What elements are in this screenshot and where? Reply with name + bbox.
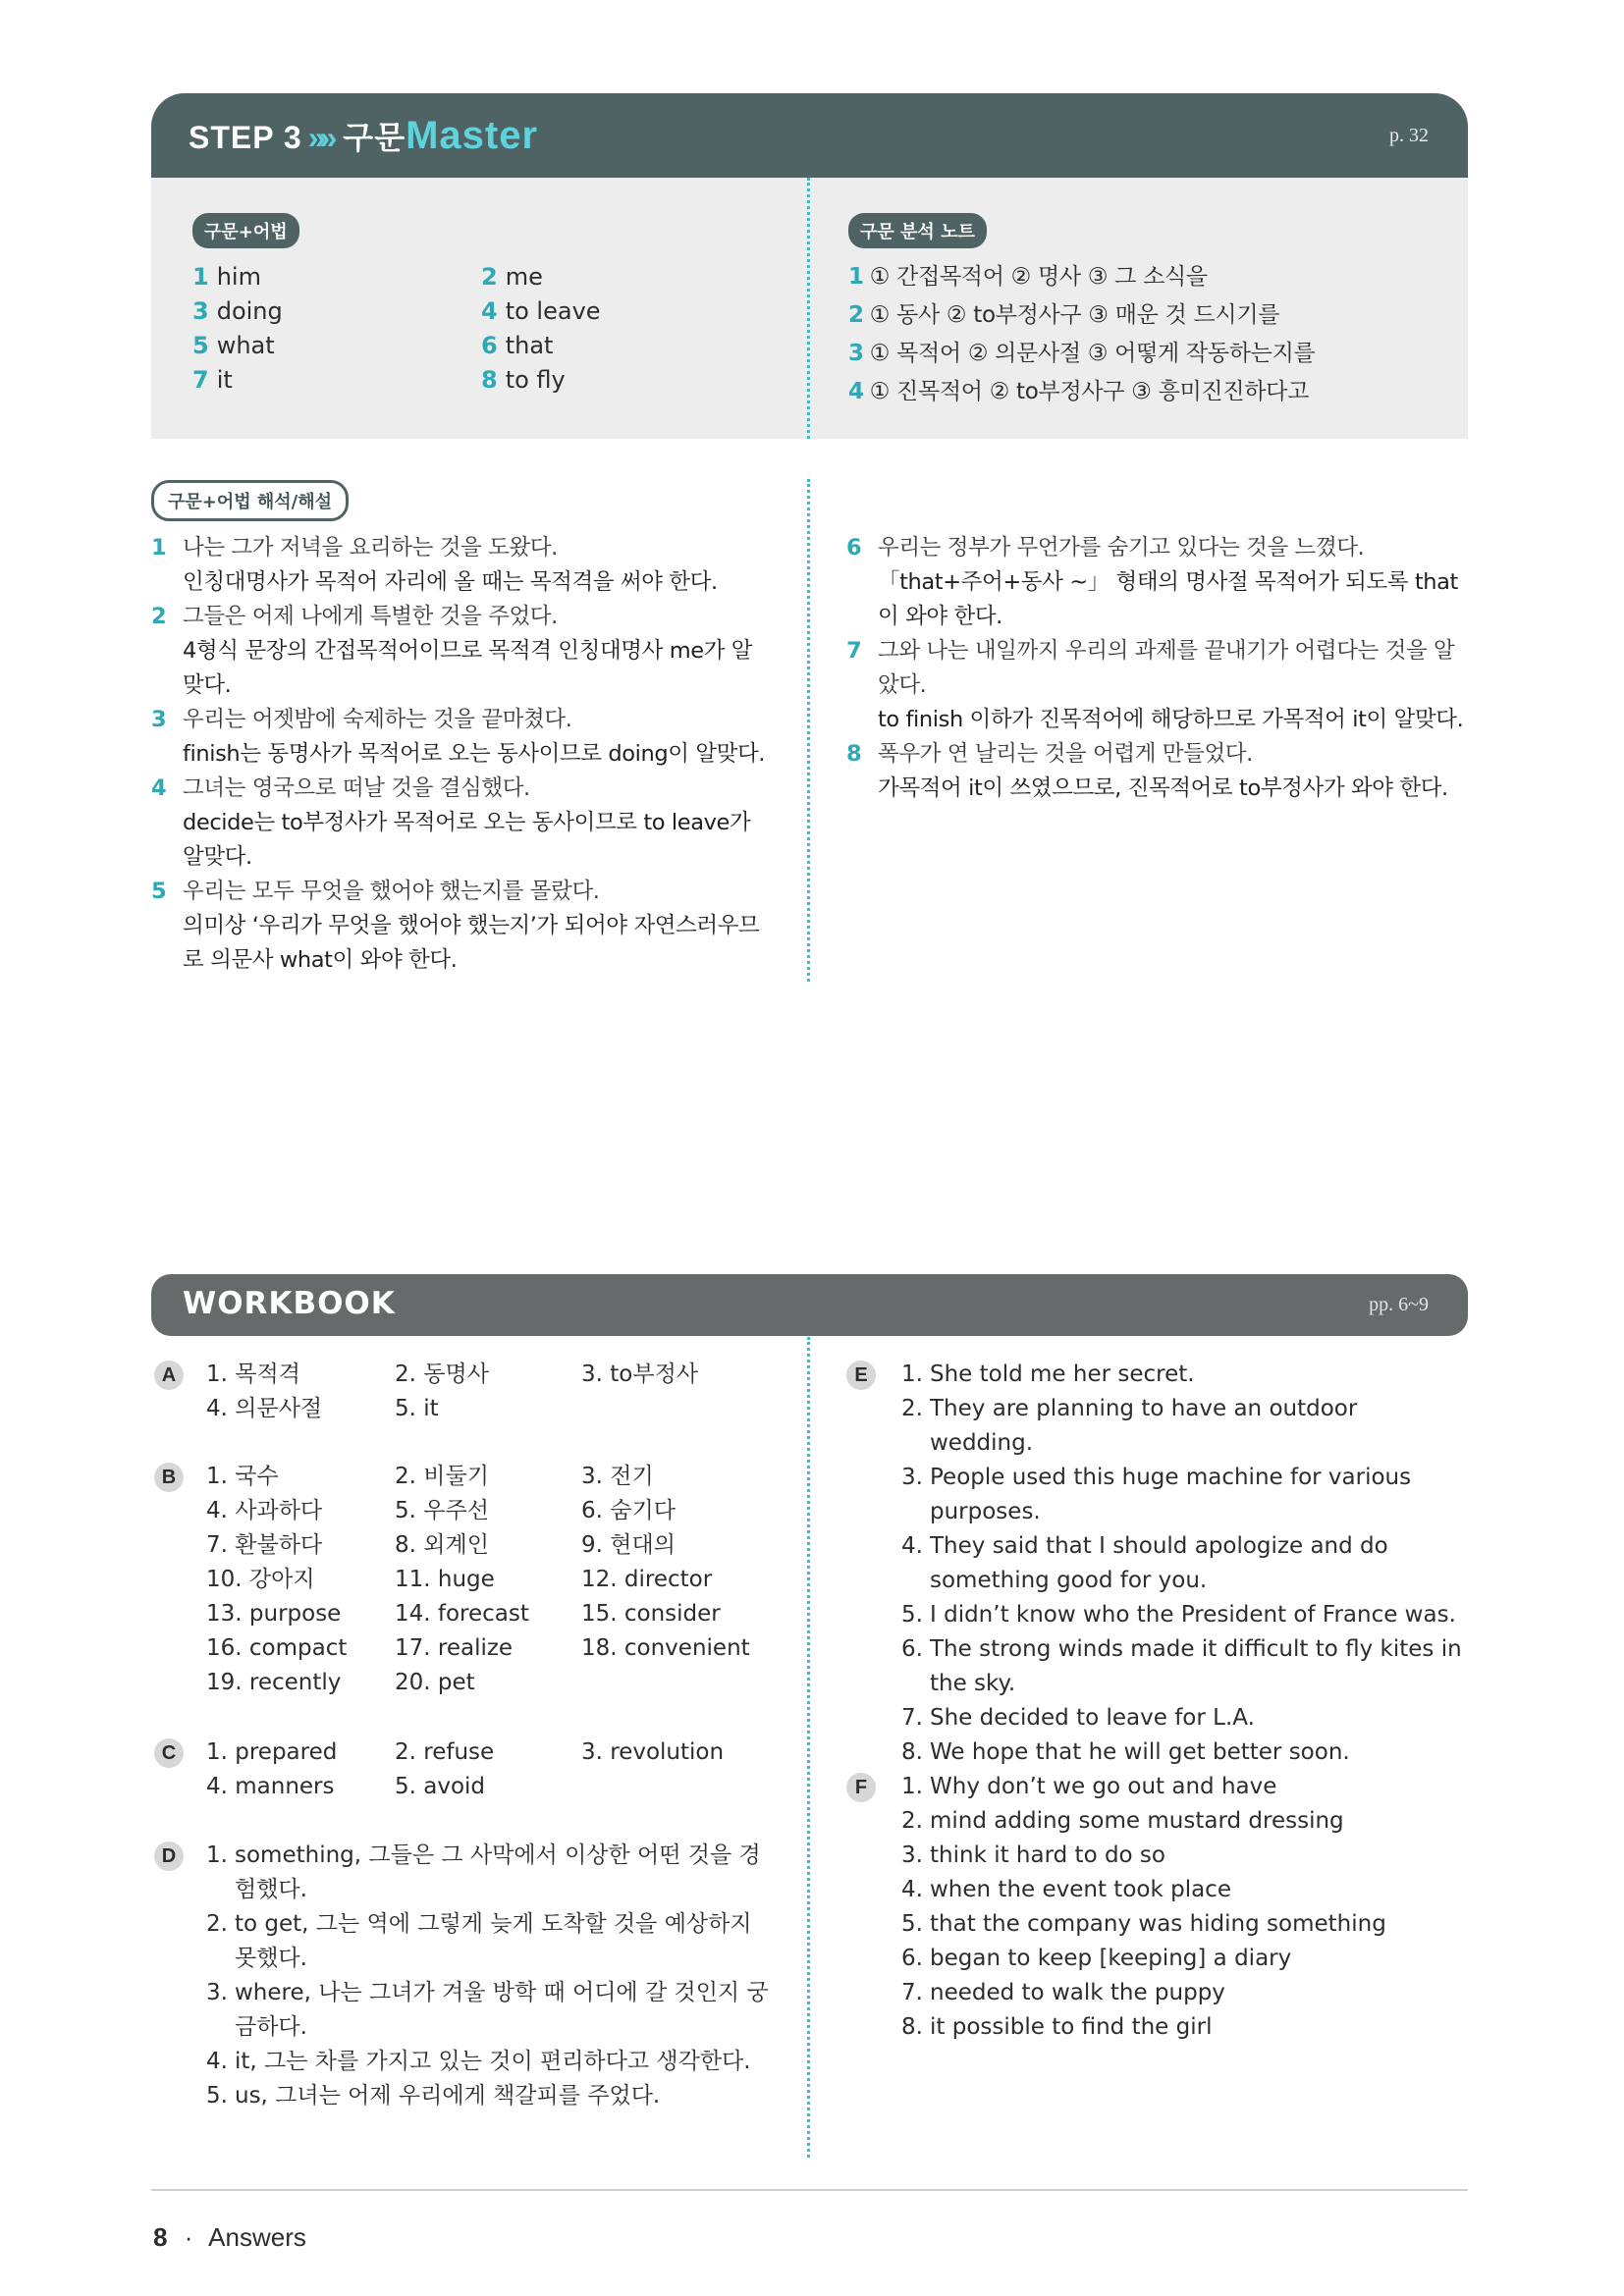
answer-item: 1 him <box>192 263 261 291</box>
list-item: 5. I didn’t know who the President of France was. <box>901 1602 1456 1628</box>
list-item: 6. The strong winds made it difficult to fly kites in the sky. <box>901 1636 1462 1696</box>
workbook-header <box>151 1274 1468 1336</box>
list-item: 1. Why don’t we go out and have <box>901 1774 1277 1799</box>
section-f-marker: F <box>846 1773 876 1802</box>
page-footer <box>153 2222 306 2253</box>
list-item: 4. They said that I should apologize and do something good for you. <box>901 1533 1388 1593</box>
answer-item: 3 doing <box>192 297 283 325</box>
step3-header <box>151 93 1468 178</box>
title-korean: 구문 <box>343 120 406 155</box>
answer-grid <box>192 260 644 398</box>
grammar-badge: 구문+어법 <box>192 213 299 248</box>
page-number: 8 <box>153 2222 168 2252</box>
explanation-item: 7 그와 나는 내일까지 우리의 과제를 끝내기가 어렵다는 것을 알았다. to finish 이하가 진목적어에 해당하므로 가목적어 it이 알맞다. <box>846 638 1464 732</box>
explanation-left <box>151 531 772 978</box>
list-item: 7. needed to walk the puppy <box>901 1980 1225 2005</box>
section-d-marker: D <box>154 1842 184 1871</box>
answer-item: 4 to leave <box>481 297 601 325</box>
explanation-item: 3 우리는 어젯밤에 숙제하는 것을 끝마쳤다. finish는 동명사가 목적어로 오는 동사이므로 doing이 알맞다. <box>151 707 766 767</box>
footer-rule <box>151 2189 1468 2191</box>
explanation-item: 2 그들은 어제 나에게 특별한 것을 주었다. 4형식 문장의 간접목적어이므로 목적격 인칭대명사 me가 알맞다. <box>151 604 753 698</box>
list-item: 3. think it hard to do so <box>901 1842 1165 1868</box>
list-item: 1. She told me her secret. <box>901 1362 1195 1387</box>
list-item: 4. it, 그는 차를 가지고 있는 것이 편리하다고 생각한다. <box>206 2049 751 2074</box>
explanation-item: 1 나는 그가 저녁을 요리하는 것을 도왔다. 인칭대명사가 목적어 자리에 올 때는 목적격을 써야 한다. <box>151 535 718 595</box>
section-a-marker: A <box>154 1361 184 1390</box>
explanation-divider <box>807 479 810 982</box>
step3-page-ref: p. 32 <box>1389 125 1429 146</box>
list-item: 3. People used this huge machine for various purposes. <box>901 1465 1412 1524</box>
title-english: Master <box>406 114 539 157</box>
workbook-page-ref: pp. 6~9 <box>1369 1294 1429 1315</box>
footer-separator: · <box>184 2222 193 2252</box>
footer-label: Answers <box>208 2222 306 2252</box>
explanation-item: 8 폭우가 연 날리는 것을 어렵게 만들었다. 가목적어 it이 쓰였으므로, 진목적어로 to부정사가 와야 한다. <box>846 741 1448 801</box>
workbook-title: WORKBOOK <box>183 1286 396 1321</box>
explanation-badge: 구문+어법 해석/해설 <box>151 480 349 521</box>
section-c-marker: C <box>154 1738 184 1768</box>
explanation-item: 4 그녀는 영국으로 떠날 것을 결심했다. decide는 to부정사가 목적어로 오는 동사이므로 to leave가 알맞다. <box>151 775 751 870</box>
list-item: 8. it possible to find the girl <box>901 2014 1213 2040</box>
note-line: 3 ① 목적어 ② 의문사절 ③ 어떻게 작동하는지를 <box>848 341 1316 366</box>
step3-title <box>189 113 538 158</box>
list-item: 5. us, 그녀는 어제 우리에게 책갈피를 주었다. <box>206 2083 661 2109</box>
answer-item: 7 it <box>192 366 233 394</box>
explanation-item: 5 우리는 모두 무엇을 했어야 했는지를 몰랐다. 의미상 ‘우리가 무엇을 했어야 했는지’가 되어야 자연스러우므로 의문사 what이 와야 한다. <box>151 879 760 973</box>
answer-item: 2 me <box>481 263 543 291</box>
double-chevron-icon: »» <box>307 120 332 155</box>
answer-item: 5 what <box>192 332 275 359</box>
note-line: 1 ① 간접목적어 ② 명사 ③ 그 소식을 <box>848 264 1208 290</box>
step-number: STEP 3 <box>189 120 302 155</box>
explanation-right <box>846 531 1467 806</box>
list-item: 5. that the company was hiding something <box>901 1911 1386 1937</box>
answer-item: 6 that <box>481 332 554 359</box>
section-e-answers <box>901 1358 1467 1770</box>
section-f-answers <box>901 1770 1467 2045</box>
list-item: 2. to get, 그는 역에 그렇게 늦게 도착할 것을 예상하지 못했다. <box>206 1911 752 1971</box>
list-item: 2. They are planning to have an outdoor wedding. <box>901 1396 1358 1456</box>
analysis-notes <box>848 258 1315 411</box>
explanation-item: 6 우리는 정부가 무언가를 숨기고 있다는 것을 느꼈다. 「that+주어+동사 ~」 형태의 명사절 목적어가 되도록 that이 와야 한다. <box>846 535 1458 629</box>
note-line: 4 ① 진목적어 ② to부정사구 ③ 흥미진진하다고 <box>848 379 1309 404</box>
list-item: 2. mind adding some mustard dressing <box>901 1808 1344 1834</box>
workbook-divider <box>807 1337 810 2158</box>
list-item: 4. when the event took place <box>901 1877 1231 1902</box>
section-b-marker: B <box>154 1463 184 1492</box>
list-item: 7. She decided to leave for L.A. <box>901 1705 1255 1731</box>
list-item: 1. something, 그들은 그 사막에서 이상한 어떤 것을 경험했다. <box>206 1842 761 1902</box>
step3-panel <box>151 178 1468 439</box>
list-item: 3. where, 나는 그녀가 겨울 방학 때 어디에 갈 것인지 궁금하다. <box>206 1980 769 2040</box>
list-item: 8. We hope that he will get better soon. <box>901 1739 1350 1765</box>
panel-divider <box>807 178 810 439</box>
note-line: 2 ① 동사 ② to부정사구 ③ 매운 것 드시기를 <box>848 302 1280 328</box>
analysis-badge: 구문 분석 노트 <box>848 213 987 248</box>
section-e-marker: E <box>846 1361 876 1390</box>
list-item: 6. began to keep [keeping] a diary <box>901 1946 1292 1971</box>
section-d-answers <box>206 1839 772 2113</box>
answer-item: 8 to fly <box>481 366 566 394</box>
